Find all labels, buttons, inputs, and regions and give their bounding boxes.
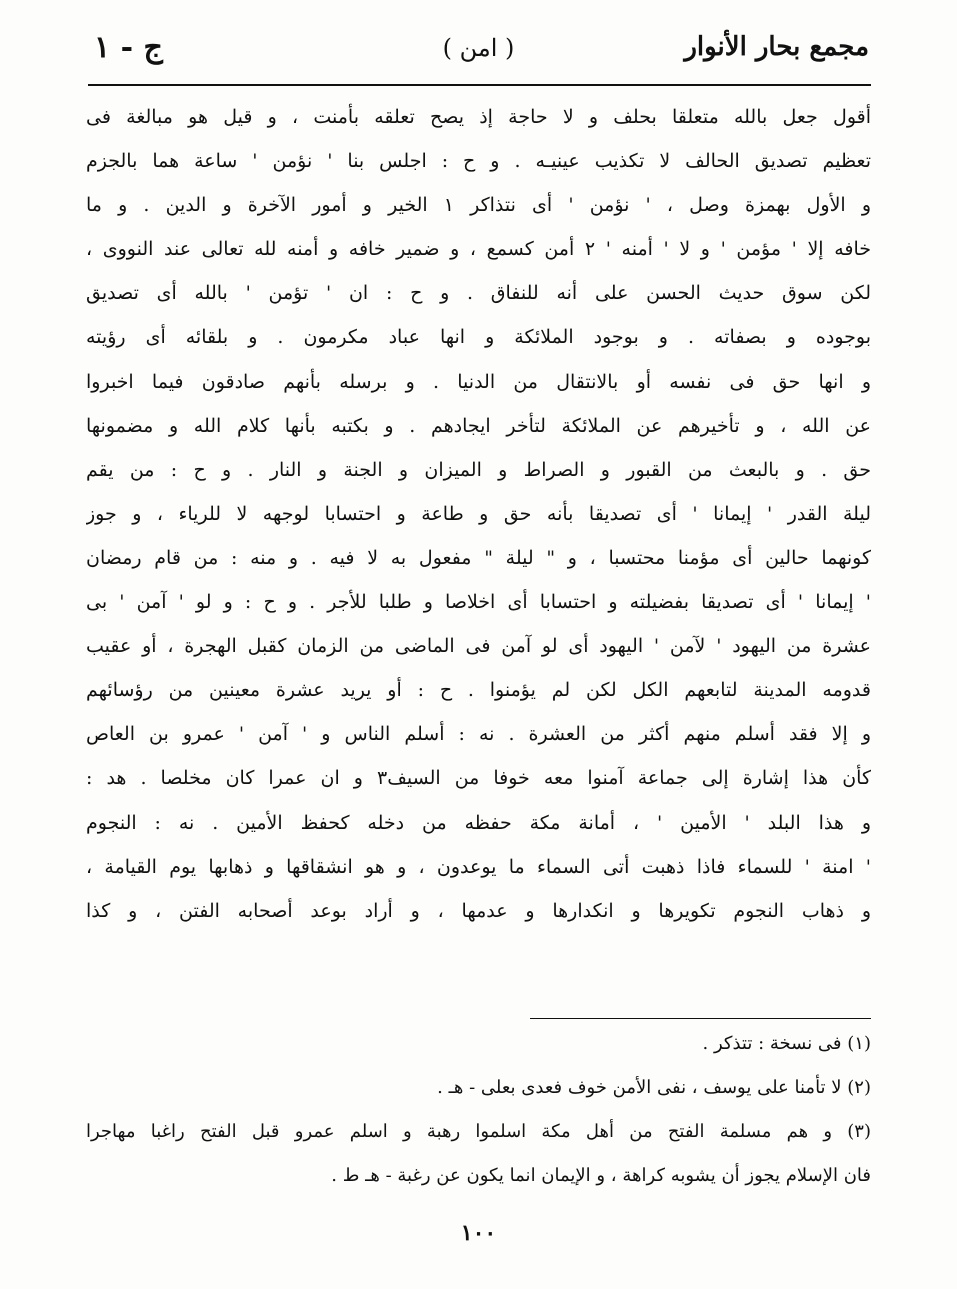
text-line: ' إيمانا ' أى تصديقا بفضيلته و احتسابا أى اخلاصا و طلبا للأجر . و ح : و لو ' آمن ' بى bbox=[86, 591, 871, 614]
footnote-1: (١) فى نسخة : تتذكر . bbox=[702, 1033, 871, 1054]
footnote-3: (٣) و هم مسلمة الفتح من أهل مكة اسلموا رهبة و اسلم عمرو قبل الفتح راغبا مهاجرا bbox=[86, 1121, 871, 1142]
volume-number: ج - ١ bbox=[94, 30, 163, 65]
main-text bbox=[86, 95, 871, 933]
entry-heading: ( امن ) bbox=[442, 34, 515, 62]
footnote-rule bbox=[530, 1018, 871, 1019]
footnote-2: (٢) لا تأمنا على يوسف ، نفى الأمن خوف فعدى بعلى - هـ . bbox=[437, 1077, 871, 1098]
text-line: أقول جعل بالله متعلقا بحلف و لا حاجة إذ يصح تعلقه بأمنت ، و قيل هو مبالغة فى bbox=[86, 106, 871, 128]
text-line: عن الله ، و تأخيرهم عن الملائكة لتأخر ايجادهم . و بكتبه بأنها كلام الله و مضمونها bbox=[86, 414, 871, 437]
page-number: ١٠٠ bbox=[460, 1220, 497, 1246]
text-line: ليلة القدر ' إيمانا ' أى تصديقا بأنه حق و طاعة و احتسابا لوجهه لا للرياء ، و جوز bbox=[86, 502, 871, 525]
header-rule bbox=[88, 84, 871, 86]
text-line: و ذهاب النجوم تكويرها و انكدارها و عدمها ، و أراد بوعد أصحابه الفتن ، و كذا bbox=[86, 899, 871, 922]
footnotes bbox=[86, 1022, 871, 1198]
text-line: قدومه المدينة لتابعهم الكل لكن لم يؤمنوا . ح : أو يريد عشرة معينين من رؤسائهم bbox=[86, 679, 871, 702]
text-line: و إلا فقد أسلم منهم أكثر من العشرة . نه : أسلم الناس و ' آمن ' عمرو بن العاص bbox=[86, 723, 871, 746]
text-line: لكن سوق حديث الحسن على أنه للنفاق . و ح : ان ' تؤمن ' بالله أى تصديق bbox=[86, 282, 871, 305]
text-line: و هذا البلد ' الأمين ' ، أمانة مكة حفظه من دخله كحفظ الأمين . نه : النجوم bbox=[86, 811, 871, 834]
text-line: بوجوده و بصفاته . و بوجود الملائكة و انها عباد مكرمون . و بلقائه أى رؤيته bbox=[86, 326, 871, 349]
running-header bbox=[88, 28, 869, 78]
text-line: كأن هذا إشارة إلى جماعة آمنوا معه خوفا من السيف٣ و ان عمرا كان مخلصا . هد : bbox=[86, 767, 871, 790]
text-line: تعظيم تصديق الحالف لا تكذيب عينيـه . و ح : اجلس بنا ' نؤمن ' ساعة هما بالجزم bbox=[86, 150, 871, 173]
text-line: خافه إلا ' مؤمن ' و لا ' أمنه ' ٢ أمن كسمع ، و ضمير خافه و أمنه لله تعالى عند النووى ، bbox=[86, 238, 871, 261]
text-line: و الأول بهمزة وصل ، ' نؤمن ' أى نتذاكر ١ الخير و أمور الآخرة و الدين . و ما bbox=[86, 194, 871, 217]
text-line: ' امنة ' للسماء فاذا ذهبت أتى السماء ما يوعدون ، و هو انشقاقها و ذهابها يوم القيامة ، bbox=[86, 855, 871, 878]
footnote-3-continued: فان الإسلام يجوز أن يشوبه كراهة ، و الإيمان انما يكون عن رغبة - هـ ط . bbox=[331, 1165, 871, 1186]
book-title: مجمع بحار الأنوار bbox=[684, 32, 869, 62]
text-line: عشرة من اليهود ' لآمن ' اليهود أى لو آمن فى الماضى من الزمان كقبل الهجرة ، أو عقيب bbox=[86, 635, 871, 658]
text-line: حق . و بالبعث من القبور و الصراط و الميزان و الجنة و النار . و ح : من يقم bbox=[86, 458, 871, 481]
text-line: و انها حق فى نفسه أو بالانتقال من الدنيا . و برسله بأنهم صادقون فيما اخبروا bbox=[86, 370, 871, 393]
text-line: كونهما حالين أى مؤمنا محتسبا ، و " ليلة " مفعول به لا فيه . و منه : من قام رمضان bbox=[86, 546, 871, 569]
